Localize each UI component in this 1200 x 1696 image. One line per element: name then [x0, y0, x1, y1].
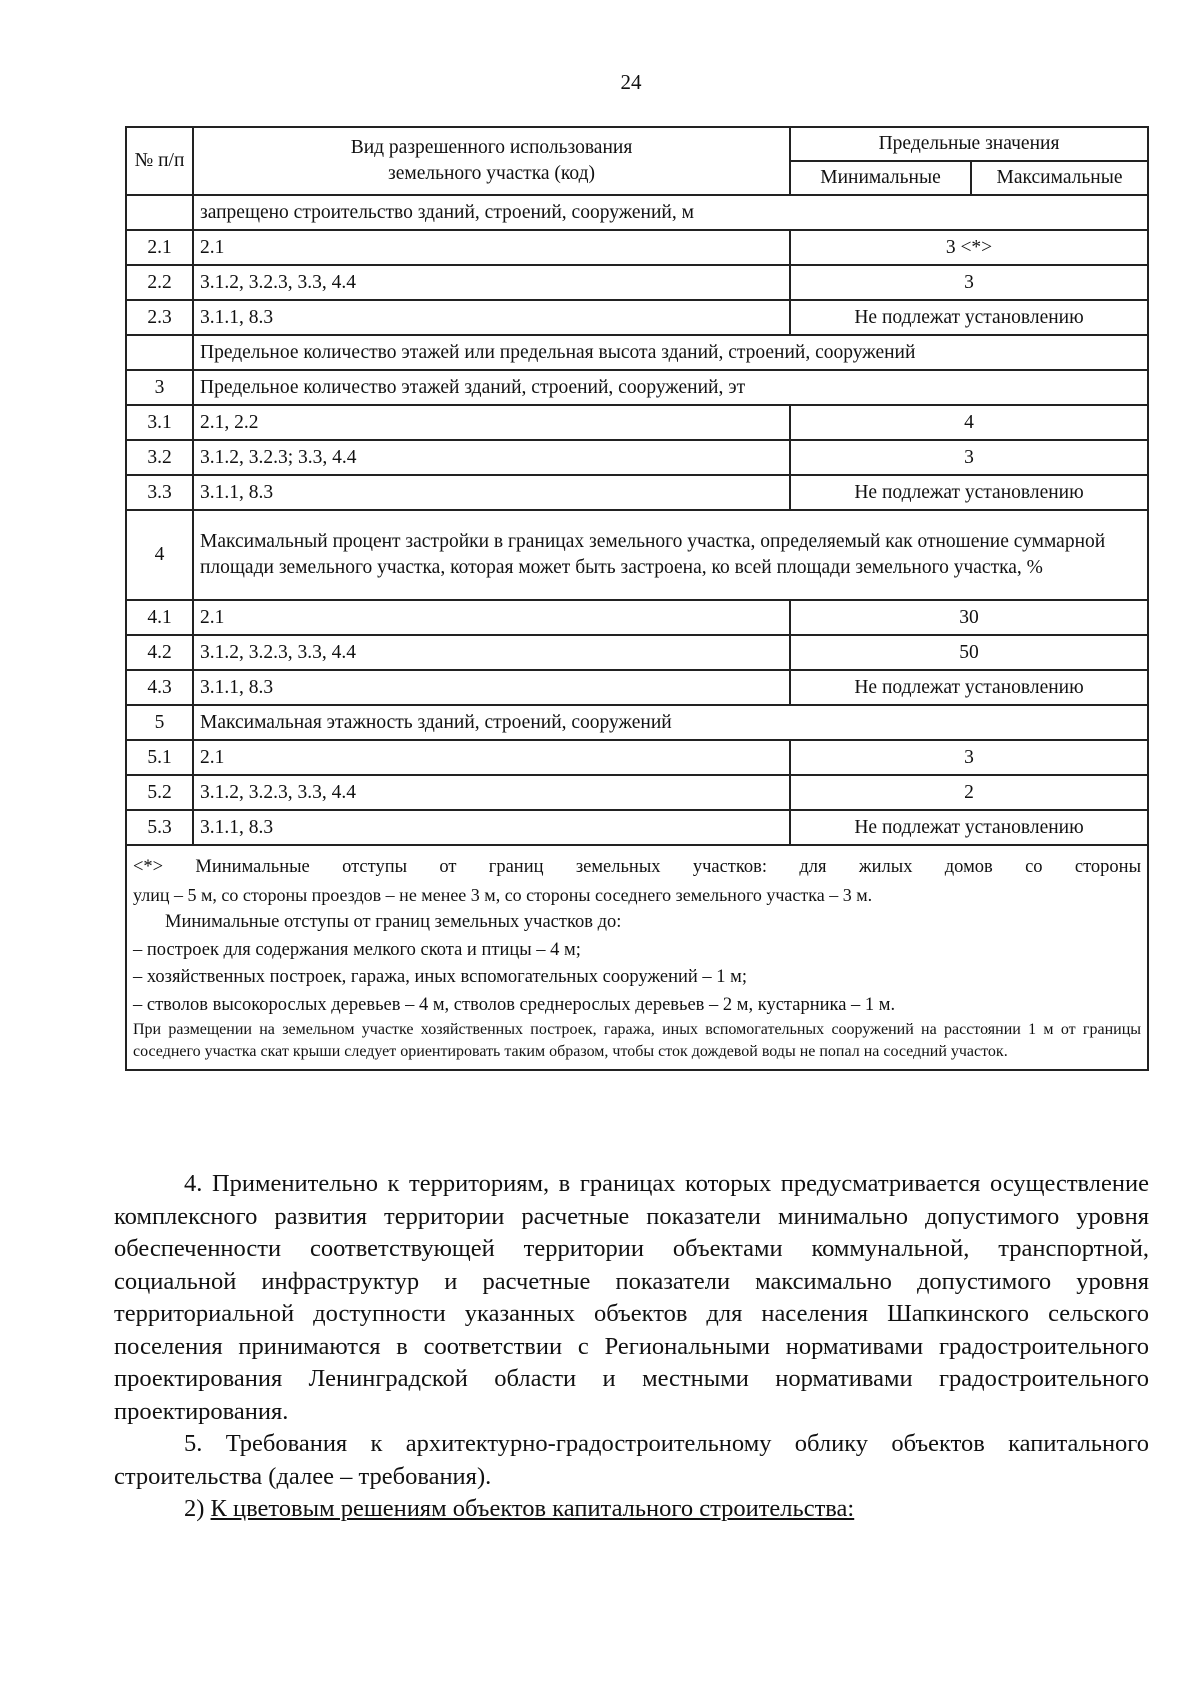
row-num: 2.3	[126, 300, 193, 335]
table-row	[126, 300, 1148, 335]
paragraph-5: 5. Требования к архитектурно-градостроительному облику объектов капитального строительства (далее – требования).	[114, 1430, 1149, 1490]
row-code: 3.1.2, 3.2.3, 3.3, 4.4	[193, 635, 790, 670]
row-num	[126, 195, 193, 230]
section-heading: Максимальный процент застройки в границах земельного участка, определяемый как отношение суммарной площади земельного участка, которая может быть застроена, ко всей площади земельного участка, %	[193, 510, 1148, 600]
row-code: 3.1.2, 3.2.3, 3.3, 4.4	[193, 265, 790, 300]
row-code: 2.1	[193, 230, 790, 265]
section-heading: Предельное количество этажей зданий, строений, сооружений, эт	[193, 370, 1148, 405]
note-line: улиц – 5 м, со стороны проездов – не менее 3 м, со стороны соседнего земельного участка – 3 м.	[133, 884, 873, 905]
table-row	[126, 370, 1148, 405]
row-value: 50	[790, 635, 1148, 670]
section-heading: Предельное количество этажей или предельная высота зданий, строений, сооружений	[193, 335, 1148, 370]
row-value: 2	[790, 775, 1148, 810]
row-value: 3	[790, 740, 1148, 775]
row-value: 3	[790, 265, 1148, 300]
row-code: 2.1, 2.2	[193, 405, 790, 440]
table-note-row	[126, 845, 1148, 1070]
row-num: 3.3	[126, 475, 193, 510]
table-row	[126, 230, 1148, 265]
row-code: 3.1.1, 8.3	[193, 810, 790, 845]
note-line: При размещении на земельном участке хозяйственных построек, гаража, иных вспомогательных сооружений на расстоянии 1 м от границы соседнего участка скат крыши следует ориентировать таким образом, чтобы сток дождевой воды не попал на соседний участок.	[133, 1021, 1142, 1060]
row-code: 3.1.2, 3.2.3, 3.3, 4.4	[193, 775, 790, 810]
row-value: 30	[790, 600, 1148, 635]
row-num: 3.1	[126, 405, 193, 440]
table-row	[126, 600, 1148, 635]
header-limits: Предельные значения	[790, 127, 1148, 161]
table-row	[126, 740, 1148, 775]
row-code: 2.1	[193, 600, 790, 635]
row-num: 4	[126, 510, 193, 600]
table-note	[126, 845, 1148, 1070]
table-row	[126, 335, 1148, 370]
note-line: – хозяйственных построек, гаража, иных вспомогательных сооружений – 1 м;	[133, 967, 748, 987]
row-num: 4.1	[126, 600, 193, 635]
row-num: 5	[126, 705, 193, 740]
row-num: 5.3	[126, 810, 193, 845]
row-num: 4.2	[126, 635, 193, 670]
row-num: 2.2	[126, 265, 193, 300]
row-value: 3 <*>	[790, 230, 1148, 265]
paragraph-4: 4. Применительно к территориям, в границах которых предусматривается осуществление комплексного развития территории расчетные показатели минимально допустимого уровня обеспеченности соответствующей территории объектами коммунальной, транспортной, социальной инфраструктур и расчетные показатели максимально допустимого уровня территориальной доступности указанных объектов для населения Шапкинского сельского поселения принимаются в соответствии с Региональными нормативами градостроительного проектирования Ленинградской области и местными нормативами градостроительного проектирования.	[114, 1170, 1149, 1425]
page-number: 24	[620, 70, 642, 94]
table-row	[126, 475, 1148, 510]
table-row	[126, 440, 1148, 475]
row-value: 3	[790, 440, 1148, 475]
table-row	[126, 635, 1148, 670]
table-row	[126, 705, 1148, 740]
table-row	[126, 775, 1148, 810]
row-num: 5.2	[126, 775, 193, 810]
table-row	[126, 670, 1148, 705]
header-max: Максимальные	[971, 161, 1148, 195]
row-value: Не подлежат установлению	[790, 475, 1148, 510]
row-value: Не подлежат установлению	[790, 810, 1148, 845]
row-num: 3	[126, 370, 193, 405]
row-num: 3.2	[126, 440, 193, 475]
section-heading: запрещено строительство зданий, строений, сооружений, м	[193, 195, 1148, 230]
table-row	[126, 510, 1148, 600]
paragraph-2	[114, 1493, 1149, 1526]
paragraph-2-number: 2)	[184, 1495, 205, 1522]
header-min: Минимальные	[790, 161, 971, 195]
table-row	[126, 265, 1148, 300]
table-row	[126, 195, 1148, 230]
note-line: Минимальные отступы от границ земельных участков до:	[165, 912, 622, 932]
header-num: № п/п	[126, 127, 193, 195]
row-num: 4.3	[126, 670, 193, 705]
note-line: – стволов высокорослых деревьев – 4 м, стволов среднерослых деревьев – 2 м, кустарника – 1 м.	[133, 994, 896, 1015]
table-row	[126, 810, 1148, 845]
note-line: – построек для содержания мелкого скота и птицы – 4 м;	[133, 939, 581, 960]
row-code: 3.1.1, 8.3	[193, 300, 790, 335]
table-row	[126, 405, 1148, 440]
header-use: Вид разрешенного использования земельного участка (код)	[193, 127, 790, 195]
row-value: 4	[790, 405, 1148, 440]
row-num: 2.1	[126, 230, 193, 265]
note-line: <*> Минимальные отступы от границ земельных участков: для жилых домов со стороны	[133, 857, 1142, 877]
body-text	[114, 1168, 1149, 1526]
row-code: 3.1.2, 3.2.3; 3.3, 4.4	[193, 440, 790, 475]
limits-table	[125, 126, 1149, 1071]
row-code: 3.1.1, 8.3	[193, 670, 790, 705]
section-heading: Максимальная этажность зданий, строений, сооружений	[193, 705, 1148, 740]
row-num: 5.1	[126, 740, 193, 775]
row-code: 2.1	[193, 740, 790, 775]
row-value: Не подлежат установлению	[790, 670, 1148, 705]
row-num	[126, 335, 193, 370]
paragraph-2-text: К цветовым решениям объектов капитального строительства:	[210, 1495, 855, 1522]
row-value: Не подлежат установлению	[790, 300, 1148, 335]
row-code: 3.1.1, 8.3	[193, 475, 790, 510]
